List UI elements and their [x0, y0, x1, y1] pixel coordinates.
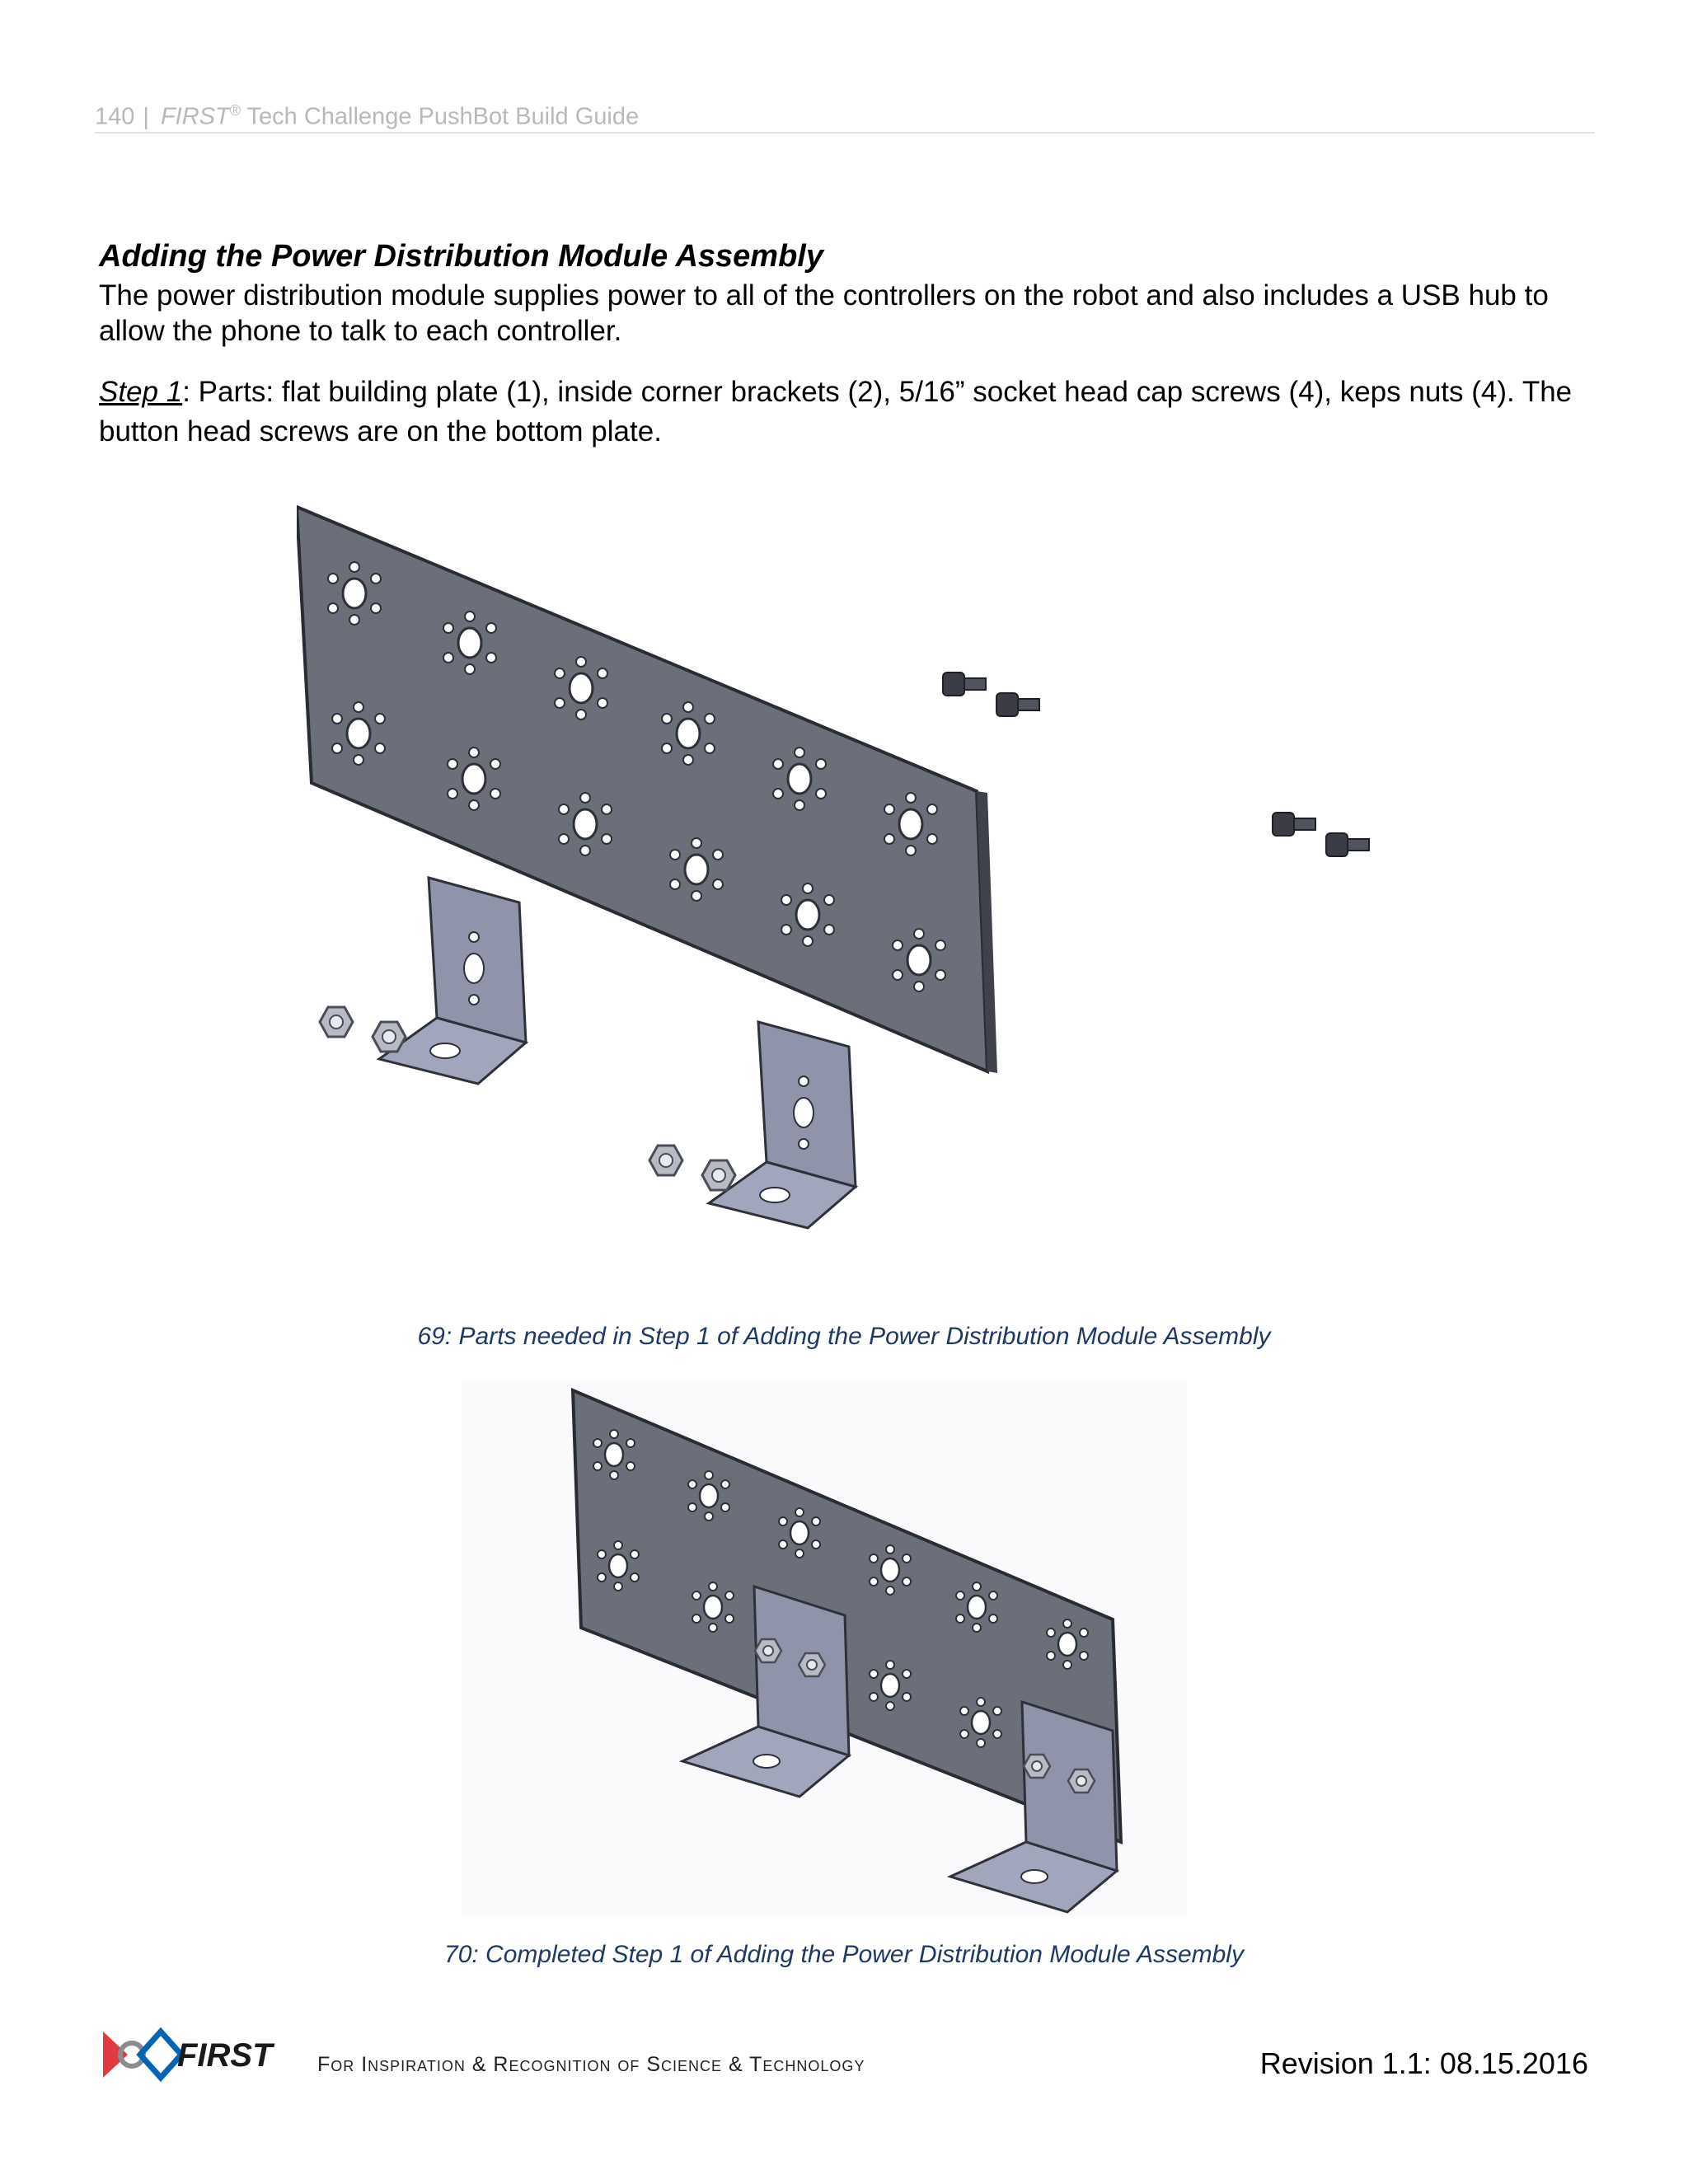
page-footer: [95, 2023, 1595, 2089]
intro-paragraph: The power distribution module supplies power to all of the controllers on the robot and also includes a USB hub to allow the phone to talk to each controller.: [99, 279, 1549, 347]
footer-tagline: For Inspiration & Recognition of Science & Technology: [317, 2053, 865, 2076]
section-title: Adding the Power Distribution Module Assembly: [99, 239, 823, 274]
figure-70-caption: 70: Completed Step 1 of Adding the Power Distribution Module Assembly: [444, 1941, 1244, 1968]
first-logo: [95, 2023, 309, 2088]
header-separator: |: [143, 103, 149, 130]
page-number: 140: [95, 103, 135, 130]
header-title: Tech Challenge PushBot Build Guide: [246, 103, 640, 130]
step-1-label: Step 1: [99, 376, 183, 408]
step-1-paragraph: [99, 373, 1607, 452]
logo-wordmark: FIRST: [177, 2037, 273, 2074]
page-header: [95, 97, 1595, 134]
header-brand: FIRST: [160, 103, 230, 130]
step-1-text: : Parts: flat building plate (1), inside corner brackets (2), 5/16” socket head cap screws (4), keps nuts (4). The button head screws are on the bottom plate.: [99, 376, 1573, 448]
figure-69-parts-illustration: [297, 486, 1442, 1269]
registered-mark: ®: [229, 102, 241, 119]
revision-label: Revision 1.1: 08.15.2016: [1259, 2046, 1588, 2080]
figure-70-assembly-illustration: [462, 1380, 1187, 1916]
figure-69-caption: 69: Parts needed in Step 1 of Adding the Power Distribution Module Assembly: [417, 1323, 1271, 1350]
